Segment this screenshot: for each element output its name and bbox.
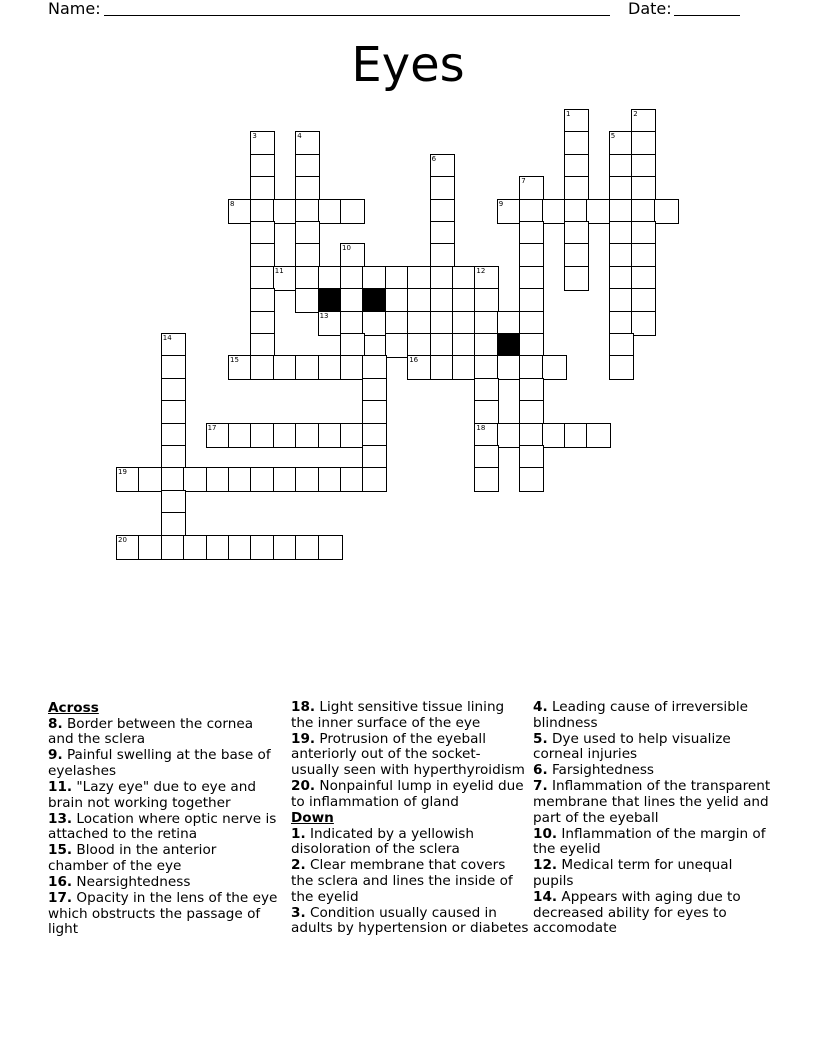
crossword-cell[interactable] bbox=[116, 467, 141, 492]
crossword-cell[interactable] bbox=[631, 176, 656, 201]
clue-number: 17 bbox=[207, 423, 217, 432]
crossword-cell[interactable] bbox=[474, 378, 499, 403]
clue-across-15: 15. Blood in the anterior chamber of the eye bbox=[48, 842, 217, 874]
crossword-cell[interactable] bbox=[362, 467, 387, 492]
crossword-cell[interactable] bbox=[609, 288, 634, 313]
crossword-cell[interactable] bbox=[542, 423, 567, 448]
crossword-cell[interactable] bbox=[430, 288, 455, 313]
crossword-cell[interactable] bbox=[564, 176, 589, 201]
crossword-cell[interactable] bbox=[385, 333, 410, 358]
crossword-cell[interactable] bbox=[474, 467, 499, 492]
crossword-cell[interactable] bbox=[430, 199, 455, 224]
clue-number: 7 bbox=[521, 177, 526, 186]
date-label: Date: bbox=[628, 0, 672, 18]
crossword-cell[interactable] bbox=[228, 535, 253, 560]
crossword-cell[interactable] bbox=[609, 266, 634, 291]
crossword-cell[interactable] bbox=[631, 311, 656, 336]
crossword-cell[interactable] bbox=[564, 154, 589, 179]
crossword-cell[interactable] bbox=[430, 243, 455, 268]
crossword-cell[interactable] bbox=[273, 355, 298, 380]
clue-across-18: 18. Light sensitive tissue lining the inner surface of the eye bbox=[291, 699, 505, 731]
crossword-cell[interactable] bbox=[519, 467, 544, 492]
crossword-cell[interactable] bbox=[206, 535, 231, 560]
crossword-cell[interactable] bbox=[654, 199, 679, 224]
crossword-cell[interactable] bbox=[161, 333, 186, 358]
clue-column-1 bbox=[48, 700, 278, 938]
clue-number: 6 bbox=[431, 154, 437, 163]
crossword-cell[interactable] bbox=[407, 311, 432, 336]
crossword-cell[interactable] bbox=[273, 423, 298, 448]
crossword-cell[interactable] bbox=[609, 131, 634, 156]
crossword-cell[interactable] bbox=[407, 266, 432, 291]
crossword-cell[interactable] bbox=[474, 333, 499, 358]
crossword-cell[interactable] bbox=[362, 423, 387, 448]
crossword-cell[interactable] bbox=[161, 535, 186, 560]
crossword-cell[interactable] bbox=[295, 199, 320, 224]
crossword-cell[interactable] bbox=[228, 467, 253, 492]
crossword-cell[interactable] bbox=[631, 131, 656, 156]
crossword-cell[interactable] bbox=[362, 355, 387, 380]
clue-number: 18 bbox=[476, 423, 486, 432]
crossword-cell[interactable] bbox=[474, 355, 499, 380]
crossword-cell[interactable] bbox=[228, 199, 253, 224]
crossword-cell[interactable] bbox=[564, 131, 589, 156]
crossword-cell[interactable] bbox=[206, 467, 231, 492]
clue-column-3 bbox=[533, 700, 773, 937]
crossword-cell[interactable] bbox=[273, 199, 298, 224]
crossword-cell[interactable] bbox=[609, 311, 634, 336]
crossword-cell[interactable] bbox=[250, 288, 275, 313]
crossword-cell[interactable] bbox=[497, 355, 522, 380]
crossword-cell[interactable] bbox=[340, 311, 365, 336]
blocked-cell bbox=[497, 333, 522, 358]
crossword-cell[interactable] bbox=[183, 535, 208, 560]
crossword-cell[interactable] bbox=[452, 333, 477, 358]
crossword-cell[interactable] bbox=[631, 199, 656, 224]
crossword-cell[interactable] bbox=[340, 199, 365, 224]
crossword-cell[interactable] bbox=[385, 266, 410, 291]
crossword-cell[interactable] bbox=[250, 333, 275, 358]
crossword-cell[interactable] bbox=[564, 199, 589, 224]
crossword-cell[interactable] bbox=[161, 490, 186, 515]
crossword-cell[interactable] bbox=[340, 333, 365, 358]
crossword-cell[interactable] bbox=[631, 243, 656, 268]
clue-across-11: 11. "Lazy eye" due to eye and brain not working together bbox=[48, 778, 256, 811]
crossword-cell[interactable] bbox=[295, 243, 320, 268]
crossword-cell[interactable] bbox=[250, 221, 275, 246]
clue-number: 12 bbox=[476, 266, 486, 275]
crossword-cell[interactable] bbox=[474, 311, 499, 336]
crossword-cell[interactable] bbox=[452, 311, 477, 336]
crossword-cell[interactable] bbox=[318, 311, 343, 336]
crossword-cell[interactable] bbox=[519, 311, 544, 336]
crossword-cell[interactable] bbox=[519, 378, 544, 403]
crossword-cell[interactable] bbox=[340, 355, 365, 380]
crossword-cell[interactable] bbox=[340, 423, 365, 448]
crossword-cell[interactable] bbox=[497, 199, 522, 224]
crossword-cell[interactable] bbox=[631, 109, 656, 134]
blocked-cell bbox=[318, 288, 343, 313]
clue-across-19: 19. Protrusion of the eyeball anteriorly out of the socket- usually seen with hyperthyroidism bbox=[291, 730, 525, 778]
crossword-cell[interactable] bbox=[250, 535, 275, 560]
crossword-cell[interactable] bbox=[430, 221, 455, 246]
crossword-cell[interactable] bbox=[631, 221, 656, 246]
crossword-cell[interactable] bbox=[609, 199, 634, 224]
crossword-cell[interactable] bbox=[519, 445, 544, 470]
crossword-cell[interactable] bbox=[318, 266, 343, 291]
crossword-cell[interactable] bbox=[609, 333, 634, 358]
crossword-cell[interactable] bbox=[519, 355, 544, 380]
clue-across-13: 13. Location where optic nerve is attached to the retina bbox=[48, 810, 277, 843]
crossword-cell[interactable] bbox=[497, 311, 522, 336]
clue-number: 15 bbox=[230, 356, 239, 365]
clue-number: 20 bbox=[118, 535, 127, 544]
crossword-cell[interactable] bbox=[250, 199, 275, 224]
crossword-cell[interactable] bbox=[273, 467, 298, 492]
clue-number: 10 bbox=[342, 244, 351, 253]
clue-down-14: 14. Appears with aging due to decreased ability for eyes to accomodate bbox=[533, 889, 741, 937]
crossword-cell[interactable] bbox=[138, 535, 163, 560]
crossword-cell[interactable] bbox=[318, 467, 343, 492]
clue-across-17: 17. Opacity in the lens of the eye which obstructs the passage of light bbox=[48, 890, 278, 938]
crossword-cell[interactable] bbox=[161, 423, 186, 448]
clue-number: 9 bbox=[498, 199, 504, 208]
crossword-cell[interactable] bbox=[430, 266, 455, 291]
blocked-cell bbox=[362, 288, 387, 313]
crossword-cell[interactable] bbox=[161, 467, 186, 492]
crossword-cell[interactable] bbox=[407, 288, 432, 313]
crossword-cell[interactable] bbox=[228, 423, 253, 448]
crossword-cell[interactable] bbox=[250, 467, 275, 492]
crossword-cell[interactable] bbox=[295, 535, 320, 560]
crossword-cell[interactable] bbox=[385, 288, 410, 313]
crossword-cell[interactable] bbox=[206, 423, 231, 448]
crossword-cell[interactable] bbox=[474, 400, 499, 425]
crossword-cell[interactable] bbox=[631, 266, 656, 291]
crossword-cell[interactable] bbox=[519, 199, 544, 224]
crossword-cell[interactable] bbox=[474, 445, 499, 470]
crossword-cell[interactable] bbox=[452, 355, 477, 380]
crossword-cell[interactable] bbox=[362, 266, 387, 291]
clue-number: 3 bbox=[252, 132, 257, 141]
crossword-cell[interactable] bbox=[407, 333, 432, 358]
crossword-cell[interactable] bbox=[474, 266, 499, 291]
crossword-cell[interactable] bbox=[318, 199, 343, 224]
crossword-cell[interactable] bbox=[519, 423, 544, 448]
crossword-cell[interactable] bbox=[161, 445, 186, 470]
crossword-cell[interactable] bbox=[228, 355, 253, 380]
clue-across-16: 16. Nearsightedness bbox=[48, 874, 191, 891]
crossword-cell[interactable] bbox=[340, 288, 365, 313]
crossword-cell[interactable] bbox=[609, 221, 634, 246]
crossword-cell[interactable] bbox=[407, 355, 432, 380]
clue-number: 19 bbox=[118, 468, 127, 477]
crossword-cell[interactable] bbox=[519, 288, 544, 313]
crossword-cell[interactable] bbox=[586, 199, 611, 224]
crossword-cell[interactable] bbox=[340, 243, 365, 268]
across-heading: Across bbox=[48, 700, 99, 716]
name-label: Name: bbox=[48, 0, 101, 18]
crossword-cell[interactable] bbox=[161, 400, 186, 425]
crossword-cell[interactable] bbox=[474, 288, 499, 313]
clue-number: 1 bbox=[566, 110, 571, 118]
crossword-cell[interactable] bbox=[609, 154, 634, 179]
clue-down-12: 12. Medical term for unequal pupils bbox=[533, 857, 733, 890]
crossword-cell[interactable] bbox=[250, 131, 275, 156]
crossword-cell[interactable] bbox=[474, 423, 499, 448]
crossword-cell[interactable] bbox=[295, 423, 320, 448]
crossword-cell[interactable] bbox=[273, 535, 298, 560]
crossword-cell[interactable] bbox=[340, 467, 365, 492]
crossword-cell[interactable] bbox=[161, 512, 186, 537]
crossword-cell[interactable] bbox=[362, 400, 387, 425]
clue-column-2 bbox=[291, 700, 529, 937]
clue-across-8: 8. Border between the cornea and the sclera bbox=[48, 715, 254, 748]
crossword-cell[interactable] bbox=[250, 176, 275, 201]
clue-down-6: 6. Farsightedness bbox=[533, 762, 655, 779]
crossword-cell[interactable] bbox=[250, 266, 275, 291]
clue-down-3: 3. Condition usually caused in adults by hypertension or diabetes bbox=[291, 904, 529, 937]
crossword-cell[interactable] bbox=[586, 423, 611, 448]
crossword-cell[interactable] bbox=[295, 221, 320, 246]
crossword-cell[interactable] bbox=[564, 221, 589, 246]
clue-down-5: 5. Dye used to help visualize corneal injuries bbox=[533, 730, 731, 763]
clue-number: 2 bbox=[633, 110, 638, 118]
crossword-cell[interactable] bbox=[250, 243, 275, 268]
down-heading: Down bbox=[291, 810, 334, 827]
crossword-cell[interactable] bbox=[295, 176, 320, 201]
crossword-cell[interactable] bbox=[452, 266, 477, 291]
crossword-cell[interactable] bbox=[519, 333, 544, 358]
crossword-cell[interactable] bbox=[362, 378, 387, 403]
clue-down-2: 2. Clear membrane that covers the sclera and lines the inside of the eyelid bbox=[291, 857, 513, 905]
crossword-cell[interactable] bbox=[295, 131, 320, 156]
clue-across-20: 20. Nonpainful lump in eyelid due to inflammation of gland bbox=[291, 777, 524, 810]
crossword-cell[interactable] bbox=[273, 266, 298, 291]
crossword-cell[interactable] bbox=[250, 423, 275, 448]
crossword-cell[interactable] bbox=[519, 266, 544, 291]
clue-down-7: 7. Inflammation of the transparent membrane that lines the yelid and part of the eyeball bbox=[533, 778, 771, 826]
crossword-cell[interactable] bbox=[430, 355, 455, 380]
crossword-cell[interactable] bbox=[430, 176, 455, 201]
clue-number: 14 bbox=[162, 334, 172, 342]
crossword-cell[interactable] bbox=[295, 288, 320, 313]
crossword-cell[interactable] bbox=[295, 154, 320, 179]
clue-down-1: 1. Indicated by a yellowish disoloration of the sclera bbox=[291, 825, 474, 858]
crossword-cell[interactable] bbox=[564, 266, 589, 291]
crossword-cell[interactable] bbox=[564, 423, 589, 448]
crossword-cell[interactable] bbox=[631, 154, 656, 179]
crossword-cell[interactable] bbox=[250, 355, 275, 380]
crossword-cell[interactable] bbox=[631, 288, 656, 313]
clue-number: 4 bbox=[297, 132, 302, 141]
crossword-cell[interactable] bbox=[609, 243, 634, 268]
crossword-cell[interactable] bbox=[542, 199, 567, 224]
crossword-cell[interactable] bbox=[183, 467, 208, 492]
crossword-cell[interactable] bbox=[564, 243, 589, 268]
crossword-cell[interactable] bbox=[519, 400, 544, 425]
crossword-cell[interactable] bbox=[609, 176, 634, 201]
crossword-cell[interactable] bbox=[519, 221, 544, 246]
crossword-cell[interactable] bbox=[340, 266, 365, 291]
crossword-cell[interactable] bbox=[519, 176, 544, 201]
page-title: Eyes bbox=[351, 37, 465, 93]
crossword-cell[interactable] bbox=[385, 311, 410, 336]
crossword-cell[interactable] bbox=[138, 467, 163, 492]
crossword-cell[interactable] bbox=[250, 154, 275, 179]
crossword-cell[interactable] bbox=[564, 109, 589, 134]
clue-number: 8 bbox=[230, 199, 235, 208]
clue-down-4: 4. Leading cause of irreversible blindness bbox=[533, 699, 748, 731]
clue-number: 13 bbox=[319, 311, 329, 320]
crossword-cell[interactable] bbox=[161, 355, 186, 380]
crossword-cell[interactable] bbox=[542, 355, 567, 380]
crossword-cell[interactable] bbox=[452, 288, 477, 313]
crossword-cell[interactable] bbox=[295, 355, 320, 380]
crossword-cell[interactable] bbox=[116, 535, 141, 560]
crossword-cell[interactable] bbox=[318, 423, 343, 448]
crossword-cell[interactable] bbox=[362, 445, 387, 470]
clue-number: 11 bbox=[274, 266, 284, 275]
crossword-cell[interactable] bbox=[250, 311, 275, 336]
crossword-cell[interactable] bbox=[318, 535, 343, 560]
clue-number: 16 bbox=[409, 356, 419, 365]
crossword-cell[interactable] bbox=[609, 355, 634, 380]
crossword-cell[interactable] bbox=[318, 355, 343, 380]
crossword-cell[interactable] bbox=[430, 333, 455, 358]
clue-number: 5 bbox=[610, 132, 616, 141]
clue-across-9: 9. Painful swelling at the base of eyelashes bbox=[48, 747, 271, 779]
crossword-cell[interactable] bbox=[295, 266, 320, 291]
crossword-cell[interactable] bbox=[497, 423, 522, 448]
crossword-cell[interactable] bbox=[430, 311, 455, 336]
crossword-cell[interactable] bbox=[430, 154, 455, 179]
clue-down-10: 10. Inflammation of the margin of the eyelid bbox=[533, 825, 766, 858]
crossword-cell[interactable] bbox=[295, 467, 320, 492]
crossword-cell[interactable] bbox=[161, 378, 186, 403]
crossword-cell[interactable] bbox=[362, 311, 387, 336]
crossword-cell[interactable] bbox=[519, 243, 544, 268]
